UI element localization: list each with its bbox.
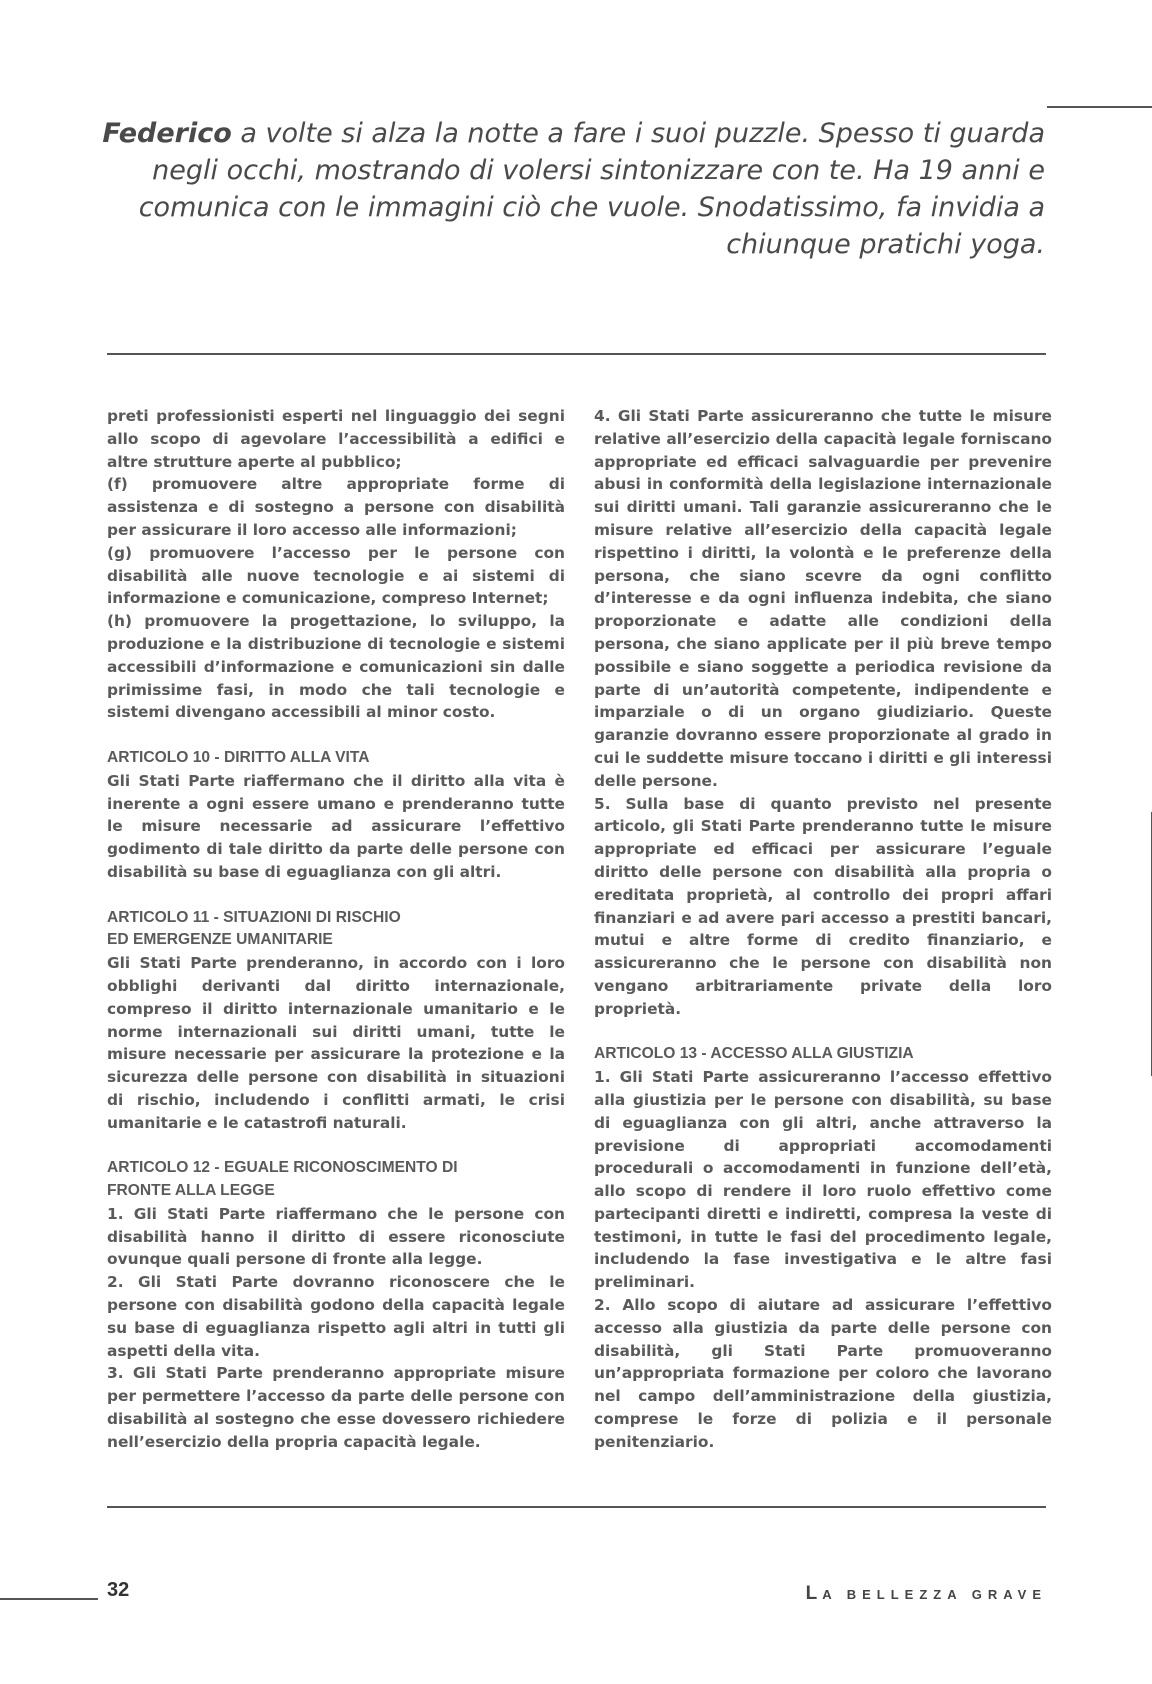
article-heading: ARTICOLO 13 - ACCESSO ALLA GIUSTIZIA	[594, 1045, 914, 1063]
paragraph: (g) promuovere l’accesso per le persone con disabilità alle nuove tecnologie e ai sistemi di informazione e comunicazione, compreso Internet;	[107, 543, 565, 608]
article-heading: ED EMERGENZE UMANITARIE	[107, 931, 333, 949]
running-head-initial: L	[805, 1583, 823, 1604]
footer-divider	[107, 1506, 1046, 1508]
paragraph-gap	[107, 724, 565, 747]
paragraph: preti professionisti esperti nel linguaggio dei segni allo scopo di agevolare l’accessibilità a edifici e altre strutture aperte al pubblico;	[107, 407, 565, 471]
article-heading: ARTICOLO 10 - DIRITTO ALLA VITA	[107, 748, 370, 766]
paragraph: 1. Gli Stati Parte assicureranno l’accesso effettivo alla giustizia per le persone con disabilità, su base di eguaglianza con gli altri, anche attraverso la previsione di appropriati accomodamenti procedurali o accomodamenti in funzione dell’età, allo scopo di rendere il loro ruolo effettivo come partecipanti diretti e indiretti, compresa la veste di testimoni, in tutte le fasi del procedimento legale, includendo la fase investigativa e le altre fasi preliminari.	[594, 1068, 1052, 1292]
quote-text: a volte si alza la notte a fare i suoi puzzle. Spesso ti guarda negli occhi, mostrando di volersi sintonizzare con te. Ha 19 anni e comunica con le immagini ciò che vuole. Snodatissimo, fa invidia a chiunque pratichi yoga.	[138, 118, 1045, 260]
paragraph-gap	[107, 1135, 565, 1158]
paragraph-gap	[107, 884, 565, 907]
paragraph: (h) promuovere la progettazione, lo sviluppo, la produzione e la distribuzione di tecnologie e sistemi accessibili d’informazione e comunicazioni sin dalle primissime fasi, in modo che tali tecnologie e sistemi divengano accessibili al minor costo.	[107, 612, 565, 722]
quote-name: Federico	[102, 118, 232, 149]
pull-quote	[100, 115, 1045, 263]
right-column	[594, 405, 1052, 1454]
header-divider	[107, 353, 1046, 355]
footer-left-rule	[0, 1598, 98, 1600]
paragraph: 1. Gli Stati Parte riaffermano che le persone con disabilità hanno il diritto di essere riconosciute ovunque quali persone di fronte alla legge.	[107, 1204, 565, 1269]
running-head	[806, 1583, 1047, 1605]
paragraph: 3. Gli Stati Parte prenderanno appropriate misure per permettere l’accesso da parte delle persone con disabilità al sostegno che esse dovessero richiedere nell’esercizio della propria capacità legale.	[107, 1364, 565, 1451]
running-head-text: A BELLEZZA GRAVE	[822, 1587, 1047, 1602]
article-heading: FRONTE ALLA LEGGE	[107, 1182, 275, 1200]
paragraph: Gli Stati Parte riaffermano che il diritto alla vita è inerente a ogni essere umano e prenderanno tutte le misure necessarie ad assicurare l’effettivo godimento di tale diritto da parte delle persone con disabilità su base di eguaglianza con gli altri.	[107, 771, 565, 881]
paragraph-gap	[594, 1021, 1052, 1044]
paragraph: 2. Gli Stati Parte dovranno riconoscere che le persone con disabilità godono della capacità legale su base di eguaglianza rispetto agli altri in tutti gli aspetti della vita.	[107, 1273, 565, 1360]
paragraph: (f) promuovere altre appropriate forme di assistenza e di sostegno a persone con disabilità per assicurare il loro accesso alle informazioni;	[107, 475, 565, 539]
paragraph: 2. Allo scopo di aiutare ad assicurare l’effettivo accesso alla giustizia da parte delle persone con disabilità, gli Stati Parte promuoveranno un’appropriata formazione per coloro che lavorano nel campo dell’amministrazione della giustizia, comprese le forze di polizia e il personale penitenziario.	[594, 1296, 1052, 1451]
article-heading: ARTICOLO 12 - EGUALE RICONOSCIMENTO DI	[107, 1159, 458, 1177]
paragraph: Gli Stati Parte prenderanno, in accordo con i loro obblighi derivanti dal diritto internazionale, compreso il diritto internazionale umanitario e le norme internazionali sui diritti umani, tutte le misure necessarie per assicurare la protezione e la sicurezza delle persone con disabilità in situazioni di rischio, includendo i conflitti armati, le crisi umanitarie e le catastrofi naturali.	[107, 954, 565, 1132]
paragraph: 4. Gli Stati Parte assicureranno che tutte le misure relative all’esercizio della capacità legale forniscano appropriate ed efficaci salvaguardie per prevenire abusi in conformità della legislazione internazionale sui diritti umani. Tali garanzie assicureranno che le misure relative all’esercizio della capacità legale rispettino i diritti, la volontà e le preferenze della persona, che siano scevre da ogni conflitto d’interesse e da ogni influenza indebita, che siano proporzionate e adatte alle condizioni della persona, che siano applicate per il più breve tempo possibile e siano soggette a periodica revisione da parte di un’autorità competente, indipendente e imparziale o di un organo giudiziario. Queste garanzie dovranno essere proporzionate al grado in cui le suddette misure toccano i diritti e gli interessi delle persone.	[594, 407, 1052, 790]
page-number: 32	[107, 1579, 130, 1601]
paragraph: 5. Sulla base di quanto previsto nel presente articolo, gli Stati Parte prenderanno tutte le misure appropriate ed efficaci per assicurare l’eguale diritto delle persone con disabilità alla propria o ereditata proprietà, al controllo dei propri affari finanziari e ad avere pari accesso a prestiti bancari, mutui e altre forme di credito finanziario, e assicureranno che le persone con disabilità non vengano arbitrariamente private della loro proprietà.	[594, 794, 1052, 1018]
left-column	[107, 405, 565, 1454]
top-right-rule	[1047, 106, 1152, 108]
article-heading: ARTICOLO 11 - SITUAZIONI DI RISCHIO	[107, 908, 401, 926]
